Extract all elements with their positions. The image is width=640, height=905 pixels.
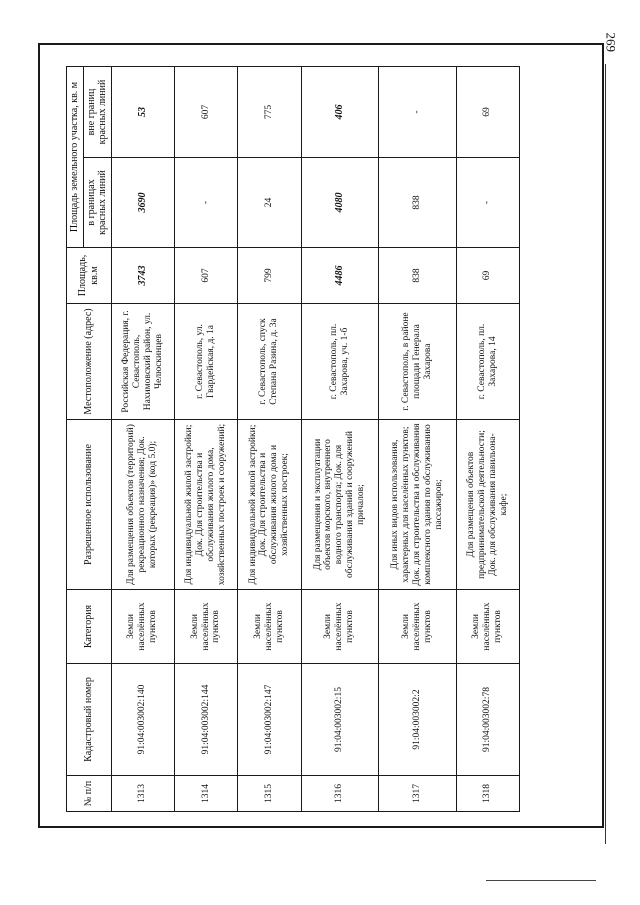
scan-mark	[486, 880, 596, 881]
row-usage: Для размещения объектов предпринимательской деятельности; Док. для обслуживания павильона-кафе;	[456, 420, 519, 590]
page-number: 269	[603, 32, 618, 52]
row-category: Земли населённых пунктов	[379, 590, 457, 664]
row-outside: -	[379, 67, 457, 158]
row-outside: 406	[301, 67, 379, 158]
header-area: Площадь, кв.м	[67, 248, 112, 304]
row-inside: 3690	[111, 158, 174, 248]
row-num: 1313	[111, 776, 174, 812]
row-usage: Для индивидуальной жилой застройки; Док. Для строительства и обслуживания жилого дома и хозяйственных построек;	[238, 420, 301, 590]
row-category: Земли населённых пунктов	[301, 590, 379, 664]
header-outside: вне границ красных линий	[83, 67, 111, 158]
header-cadastral: Кадастровый номер	[67, 664, 112, 776]
header-usage: Разрешенное использование	[67, 420, 112, 590]
row-cadastral: 91:04:003002:140	[111, 664, 174, 776]
row-inside: 838	[379, 158, 457, 248]
land-plots-table	[66, 66, 520, 812]
row-num: 1314	[174, 776, 237, 812]
header-location: Местоположение (адрес)	[67, 304, 112, 420]
row-cadastral: 91:04:003002:147	[238, 664, 301, 776]
header-inside: в границах красных линий	[83, 158, 111, 248]
row-inside: 24	[238, 158, 301, 248]
row-area: 838	[379, 248, 457, 304]
row-location: г. Севастополь, пл. Захарова, 14	[456, 304, 519, 420]
row-cadastral: 91:04:003002:144	[174, 664, 237, 776]
row-category: Земли населённых пунктов	[456, 590, 519, 664]
row-inside: -	[174, 158, 237, 248]
row-category: Земли населённых пунктов	[238, 590, 301, 664]
row-cadastral: 91:04:003002:2	[379, 664, 457, 776]
row-category: Земли населённых пунктов	[111, 590, 174, 664]
row-outside: 53	[111, 67, 174, 158]
row-location: г. Севастополь, ул. Гвардейская, д. 1а	[174, 304, 237, 420]
row-area: 799	[238, 248, 301, 304]
table-row	[456, 67, 519, 812]
table-row	[111, 67, 174, 812]
row-outside: 69	[456, 67, 519, 158]
row-category: Земли населённых пунктов	[174, 590, 237, 664]
row-cadastral: 91:04:003002:78	[456, 664, 519, 776]
header-row	[67, 67, 84, 812]
table-row	[301, 67, 379, 812]
row-usage: Для размещения объектов (территорий) рекреационного назначения; Док. которых (рекреация)» (код 5.0);	[111, 420, 174, 590]
row-inside: 4080	[301, 158, 379, 248]
row-num: 1317	[379, 776, 457, 812]
rotated-table-wrapper	[66, 67, 520, 812]
row-usage: Для иных видов использования, характерных для населённых пунктов; Док. для строительства и обслуживания комплексного здания по обслуживанию пассажиров;	[379, 420, 457, 590]
row-outside: 607	[174, 67, 237, 158]
row-num: 1318	[456, 776, 519, 812]
row-inside: -	[456, 158, 519, 248]
row-area: 3743	[111, 248, 174, 304]
header-land-area: Площадь земельного участка, кв. м	[67, 67, 84, 248]
right-separator	[605, 64, 606, 844]
row-num: 1315	[238, 776, 301, 812]
table-row	[379, 67, 457, 812]
row-area: 69	[456, 248, 519, 304]
header-num: № п/п	[67, 776, 112, 812]
row-area: 4486	[301, 248, 379, 304]
row-location: г. Севастополь, в районе площади Генерала Захарова	[379, 304, 457, 420]
table-row	[174, 67, 237, 812]
row-area: 607	[174, 248, 237, 304]
row-usage: Для индивидуальной жилой застройки; Док. Для строительства и обслуживания жилого дома, хозяйственных построек и сооружений;	[174, 420, 237, 590]
row-location: Российская Федерация, г. Севастополь, Нахимовский район, ул. Челюскинцев	[111, 304, 174, 420]
table-row	[238, 67, 301, 812]
header-category: Категория	[67, 590, 112, 664]
row-cadastral: 91:04:003002:15	[301, 664, 379, 776]
row-location: г. Севастополь, пл. Захарова, уч. 1-б	[301, 304, 379, 420]
row-outside: 775	[238, 67, 301, 158]
row-num: 1316	[301, 776, 379, 812]
row-usage: Для размещения и эксплуатации объектов морского, внутреннего водного транспорта; Док. для обслуживания зданий и сооружений причалов;	[301, 420, 379, 590]
row-location: г. Севастополь, спуск Степана Разина, д. 3а	[238, 304, 301, 420]
